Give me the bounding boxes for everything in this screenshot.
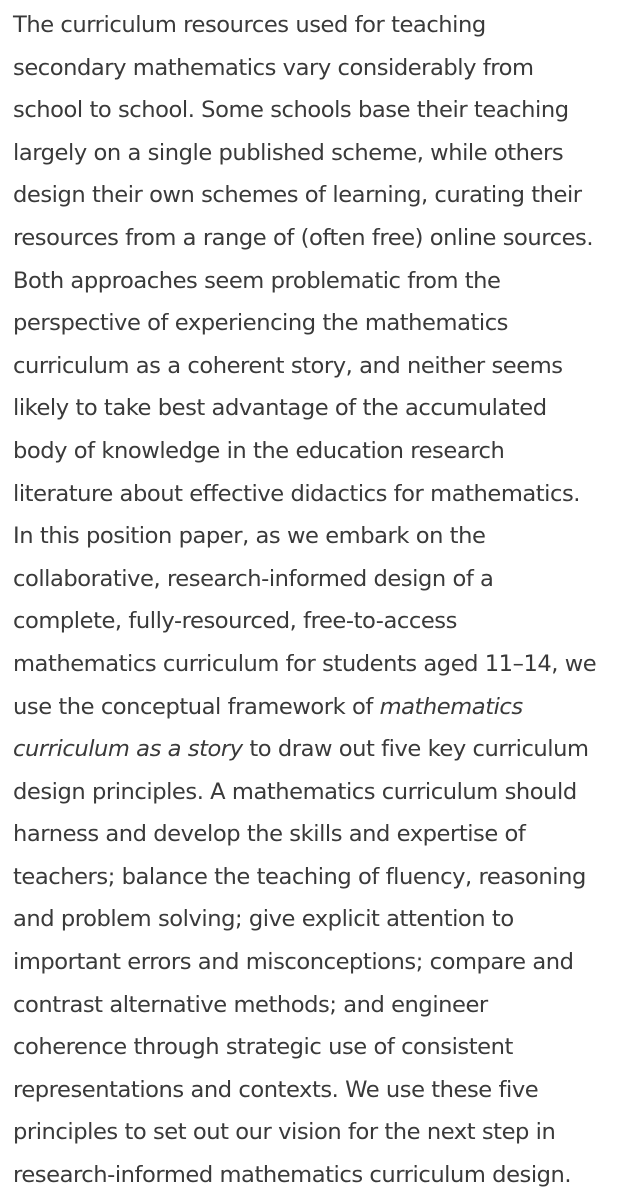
text-line: literature about effective didactics for mathematics. bbox=[13, 480, 581, 507]
text-line: In this position paper, as we embark on the bbox=[13, 523, 486, 550]
text-line: design principles. A mathematics curriculum should bbox=[13, 778, 577, 805]
text-line: resources from a range of (often free) online sources. bbox=[13, 224, 594, 251]
text-line: contrast alternative methods; and engineer bbox=[13, 991, 488, 1018]
text-line: teachers; balance the teaching of fluency, reasoning bbox=[13, 863, 586, 890]
text-line: principles to set out our vision for the next step in bbox=[13, 1119, 556, 1146]
italic-term: mathematics bbox=[379, 693, 523, 720]
text-line: Both approaches seem problematic from the bbox=[13, 267, 501, 294]
text-line: The curriculum resources used for teaching bbox=[13, 12, 486, 38]
text-line: mathematics curriculum for students aged 11–14, we bbox=[13, 650, 597, 677]
text-line: likely to take best advantage of the accumulated bbox=[13, 395, 547, 422]
text-line: secondary mathematics vary considerably from bbox=[13, 54, 534, 81]
text-line: school to school. Some schools base their teaching bbox=[13, 97, 569, 124]
text-line: body of knowledge in the education research bbox=[13, 437, 505, 464]
abstract-paragraph bbox=[13, 4, 628, 1197]
text-line: collaborative, research-informed design of a bbox=[13, 565, 494, 592]
text-line bbox=[13, 728, 628, 771]
text-line: important errors and misconceptions; compare and bbox=[13, 949, 574, 976]
text-line: research-informed mathematics curriculum design. bbox=[13, 1162, 572, 1189]
text-run: use the conceptual framework of bbox=[13, 693, 380, 720]
text-line: harness and develop the skills and expertise of bbox=[13, 821, 526, 848]
text-line: curriculum as a coherent story, and neither seems bbox=[13, 352, 563, 379]
text-line: perspective of experiencing the mathematics bbox=[13, 310, 508, 337]
text-line: largely on a single published scheme, while others bbox=[13, 139, 564, 166]
text-run: to draw out five key curriculum bbox=[242, 736, 589, 763]
text-line: representations and contexts. We use these five bbox=[13, 1076, 539, 1103]
italic-term: curriculum as a story bbox=[13, 736, 243, 763]
text-line: complete, fully-resourced, free-to-access bbox=[13, 608, 457, 635]
text-line: design their own schemes of learning, curating their bbox=[13, 182, 582, 209]
text-line bbox=[13, 686, 628, 729]
text-line: coherence through strategic use of consistent bbox=[13, 1034, 513, 1061]
text-line: and problem solving; give explicit attention to bbox=[13, 906, 514, 933]
